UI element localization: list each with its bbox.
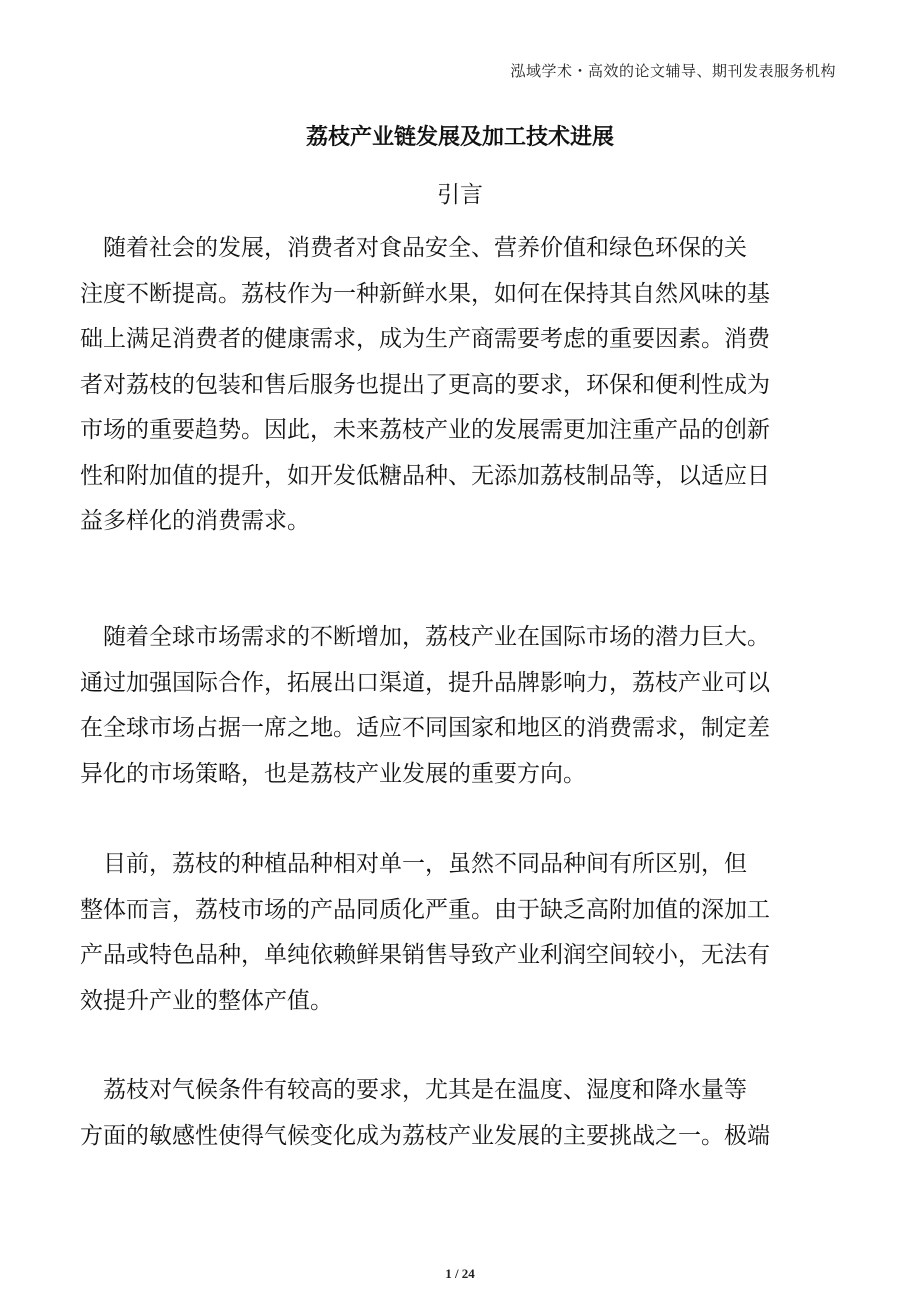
paragraph-line: 注度不断提高。荔枝作为一种新鲜水果，如何在保持其自然风味的基 (80, 280, 770, 307)
paragraph-line: 者对荔枝的包装和售后服务也提出了更高的要求，环保和便利性成为 (80, 371, 770, 398)
paragraph-line: 础上满足消费者的健康需求，成为生产商需要考虑的重要因素。消费 (80, 326, 770, 352)
paragraph-line: 随着社会的发展，消费者对食品安全、营养价值和绿色环保的关 (80, 235, 747, 261)
paragraph-3 (80, 842, 850, 1024)
paragraph-line: 益多样化的消费需求。 (80, 508, 310, 534)
paragraph-line: 通过加强国际合作，拓展出口渠道，提升品牌影响力，荔枝产业可以 (80, 669, 770, 696)
paragraph-2 (80, 615, 850, 797)
paragraph-line: 产品或特色品种，单纯依赖鲜果销售导致产业利润空间较小，无法有 (80, 942, 770, 968)
paragraph-line: 整体而言，荔枝市场的产品同质化严重。由于缺乏高附加值的深加工 (80, 896, 770, 923)
paragraph-line: 异化的市场策略，也是荔枝产业发展的重要方向。 (80, 760, 586, 787)
header-note: 泓域学术・高效的论文辅导、期刊发表服务机构 (510, 62, 836, 80)
paragraph-line: 目前，荔枝的种植品种相对单一，虽然不同品种间有所区别，但 (80, 851, 747, 877)
paragraph-line: 方面的敏感性使得气候变化成为荔枝产业发展的主要挑战之一。极端 (80, 1122, 770, 1149)
paragraph-line: 市场的重要趋势。因此，未来荔枝产业的发展需更加注重产品的创新 (80, 417, 770, 443)
paragraph-line: 随着全球市场需求的不断增加，荔枝产业在国际市场的潜力巨大。 (80, 624, 770, 650)
paragraph-line: 效提升产业的整体产值。 (80, 987, 333, 1014)
paragraph-line: 性和附加值的提升，如开发低糖品种、无添加荔枝制品等，以适应日 (80, 462, 770, 489)
page-number: 1 / 24 (445, 1266, 475, 1281)
section-heading: 引言 (437, 182, 483, 208)
paragraph-line: 在全球市场占据一席之地。适应不同国家和地区的消费需求，制定差 (80, 715, 770, 741)
paragraph-1 (80, 226, 850, 545)
document-title: 荔枝产业链发展及加工技术进展 (305, 125, 614, 150)
paragraph-4 (80, 1068, 850, 1159)
paragraph-line: 荔枝对气候条件有较高的要求，尤其是在温度、湿度和降水量等 (80, 1077, 747, 1103)
